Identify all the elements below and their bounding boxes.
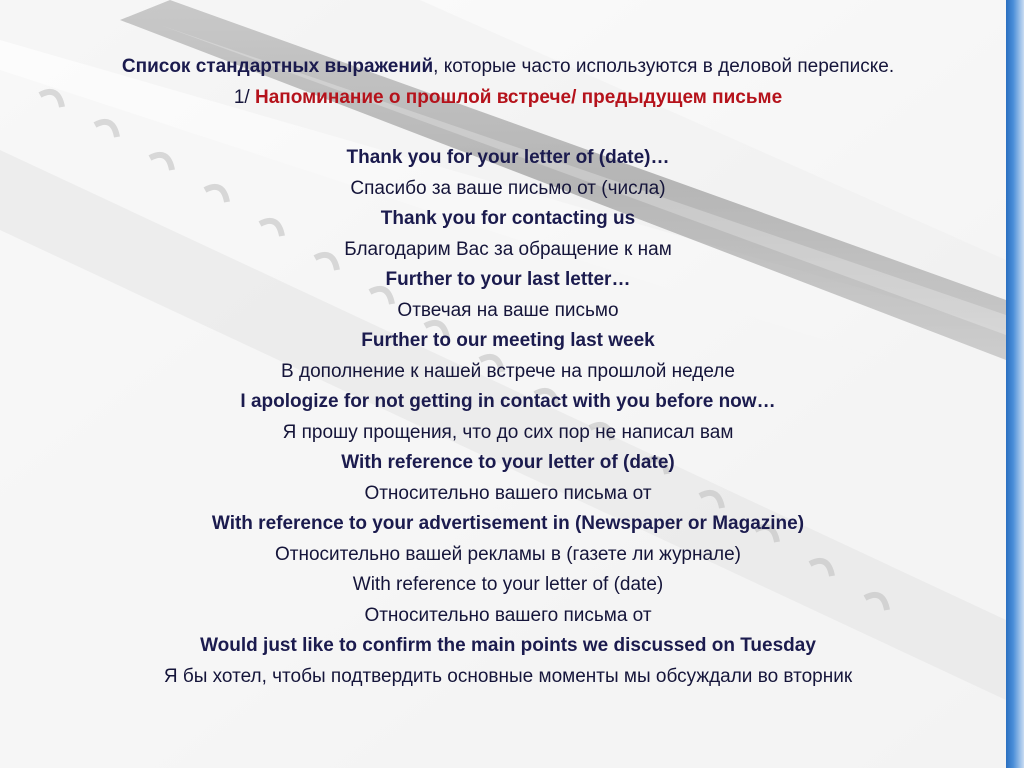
phrase-ru: Спасибо за ваше письмо от (числа) <box>350 177 666 199</box>
phrase-en: Would just like to confirm the main points we discussed on Tuesday <box>200 635 816 656</box>
phrase-ru: Отвечая на ваше письмо <box>397 299 619 321</box>
phrase-ru: Я бы хотел, чтобы подтвердить основные моменты мы обсуждали во вторник <box>163 665 853 687</box>
phrase-ru: Относительно вашей рекламы в (газете ли журнале) <box>275 543 741 565</box>
heading-rest: , которые часто используются в деловой переписке. <box>433 56 895 77</box>
spacer <box>0 113 1006 143</box>
phrase-ru: В дополнение к нашей встрече на прошлой неделе <box>281 360 735 382</box>
phrase-en: Further to our meeting last week <box>361 330 655 351</box>
phrase-en: Thank you for your letter of (date)… <box>346 147 670 168</box>
section-highlight: Напоминание о прошлой встрече/ предыдущем письме <box>255 86 783 108</box>
phrase-ru: Я прошу прощения, что до сих пор не написал вам <box>282 421 734 443</box>
phrase-en: With reference to your letter of (date) <box>341 452 675 473</box>
section-number: 1/ <box>233 86 250 108</box>
slide-frame-edge <box>1006 0 1024 768</box>
heading-bold: Список стандартных выражений <box>121 56 434 77</box>
phrase-list <box>0 52 1006 692</box>
phrase-en: Thank you for contacting us <box>380 208 636 229</box>
phrase-en-plain: With reference to your letter of (date) <box>352 574 664 595</box>
phrase-en: I apologize for not getting in contact with you before now… <box>240 391 776 412</box>
phrase-ru: Относительно вашего письма от <box>364 604 652 626</box>
phrase-en: Further to your last letter… <box>385 269 631 290</box>
phrase-ru: Благодарим Вас за обращение к нам <box>344 238 672 260</box>
section-title <box>0 83 1006 114</box>
heading-line <box>0 52 1006 83</box>
phrase-ru: Относительно вашего письма от <box>364 482 652 504</box>
phrase-en: With reference to your advertisement in (Newspaper or Magazine) <box>211 513 805 534</box>
